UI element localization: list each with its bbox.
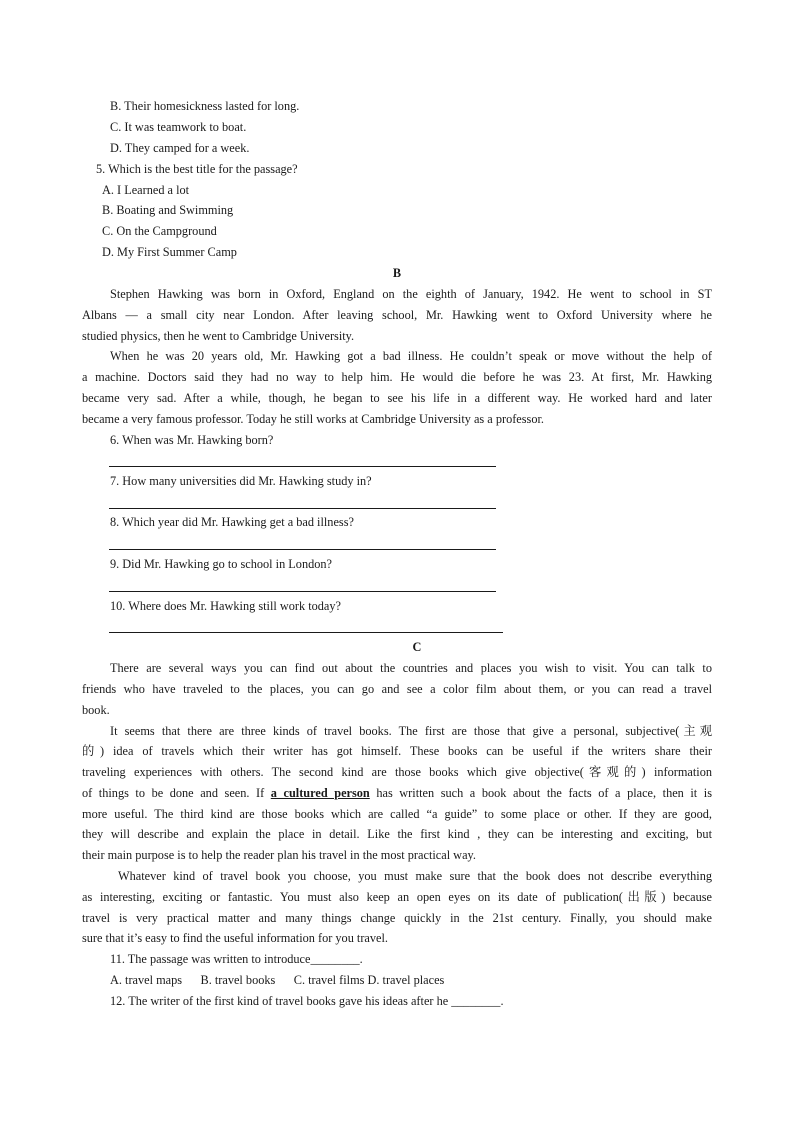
answer-line-8[interactable] — [109, 549, 496, 550]
b-p1-line1: Stephen Hawking was born in Oxford, England on the eighth of January, 1942. He went to school in ST — [110, 287, 712, 301]
q5-option-b: B. Boating and Swimming — [102, 203, 234, 217]
question-10: 10. Where does Mr. Hawking still work today? — [110, 599, 341, 613]
q5-question: 5. Which is the best title for the passage? — [96, 162, 298, 176]
c-p3-line1: Whatever kind of travel book you choose, you must make sure that the book does not describe everything — [118, 869, 712, 883]
section-b-heading: B — [392, 266, 402, 280]
q5-option-d: D. My First Summer Camp — [102, 245, 237, 259]
q4-option-d: D. They camped for a week. — [110, 141, 250, 155]
c-p2-line7: their main purpose is to help the reader plan his travel in the most practical way. — [82, 848, 476, 862]
c-p3-line3: travel is very practical matter and many things change quickly in the 21st century. Finally, you should make — [82, 911, 712, 925]
c-p1-line2: friends who have traveled to the places, you can go and see a color film about them, or you can read a travel — [82, 682, 712, 696]
cultured-person-term: a cultured person — [270, 786, 370, 800]
b-p2-line4: became a very famous professor. Today he still works at Cambridge University as a professor. — [82, 412, 544, 426]
b-p1-line3: studied physics, then he went to Cambridge University. — [82, 329, 355, 343]
b-p2-line1: When he was 20 years old, Mr. Hawking got a bad illness. He couldn’t speak or move without the help of — [110, 349, 712, 363]
c-p3-line2: as interesting, exciting or fantastic. You must also keep an open eyes on its date of publication(出版) because — [82, 890, 712, 904]
c-p2-line1: It seems that there are three kinds of travel books. The first are those that give a personal, subjective(主观 — [110, 724, 712, 738]
c-p1-line1: There are several ways you can find out about the countries and places you wish to visit. You can talk to — [110, 661, 712, 675]
q4-option-c: C. It was teamwork to boat. — [110, 120, 247, 134]
c-p2-line2: 的) idea of travels which their writer has got himself. These books can be useful if the writers share their — [82, 744, 712, 758]
q4-option-b: B. Their homesickness lasted for long. — [110, 99, 300, 113]
answer-line-6[interactable] — [109, 466, 496, 467]
answer-line-7[interactable] — [109, 508, 496, 509]
q5-option-a: A. I Learned a lot — [102, 183, 190, 197]
c-p2-line6: they will describe and explain the place in detail. Like the first kind , they can be interesting and exciting, but — [82, 827, 712, 841]
q5-option-c: C. On the Campground — [102, 224, 217, 238]
c-p2-line4 — [82, 785, 712, 801]
c-p1-line3: book. — [82, 703, 110, 717]
q11-options: A. travel maps B. travel books C. travel films D. travel places — [110, 973, 445, 987]
question-8: 8. Which year did Mr. Hawking get a bad illness? — [110, 515, 354, 529]
c-p3-line4: sure that it’s easy to find the useful information for you travel. — [82, 931, 388, 945]
answer-line-10[interactable] — [109, 632, 503, 633]
question-6: 6. When was Mr. Hawking born? — [110, 433, 274, 447]
question-9: 9. Did Mr. Hawking go to school in London? — [110, 557, 333, 571]
c-p2-line5: more useful. The third kind are those books which are called “a guide” to some place or other. If they are good, — [82, 807, 712, 821]
b-p1-line2: Albans — a small city near London. After leaving school, Mr. Hawking went to Oxford University where he — [82, 308, 712, 322]
b-p2-line2: a machine. Doctors said they had no way to help him. He would die before he was 23. At first, Mr. Hawking — [82, 370, 712, 384]
section-c-heading: C — [412, 640, 422, 654]
question-7: 7. How many universities did Mr. Hawking study in? — [110, 474, 372, 488]
c-p2-line4-end: has written such a book about the facts of a place, then it is — [369, 786, 712, 800]
answer-line-9[interactable] — [109, 591, 496, 592]
question-11: 11. The passage was written to introduce________. — [110, 952, 363, 966]
question-12: 12. The writer of the first kind of travel books gave his ideas after he ________. — [110, 994, 504, 1008]
c-p2-line3: traveling experiences with others. The second kind are those books which give objective(客观的) information — [82, 765, 712, 779]
c-p2-line4-start: of things to be done and seen. If — [82, 786, 271, 800]
b-p2-line3: became very sad. After a while, though, he began to see his life in a different way. He worked hard and later — [82, 391, 712, 405]
